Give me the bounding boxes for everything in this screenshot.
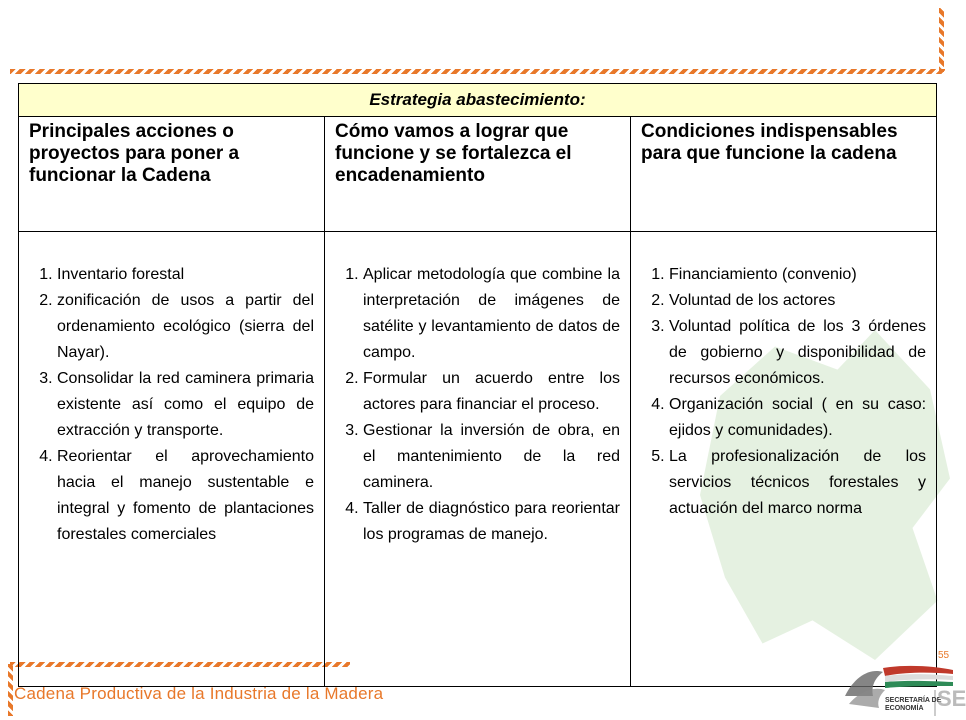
list-item: 4. Organización social ( en su caso: ejidos y comunidades). <box>669 392 926 444</box>
table-title: Estrategia abastecimiento: <box>19 84 937 117</box>
actions-list <box>27 262 314 548</box>
column-header-conditions: Condiciones indispensables para que funcione la cadena <box>631 117 937 232</box>
list-item: 1. Financiamiento (convenio) <box>669 262 926 288</box>
top-right-dashed-line <box>939 8 944 72</box>
how-cell <box>325 232 631 687</box>
list-item: 3. Consolidar la red caminera primaria existente así como el equipo de extracción y transporte. <box>57 366 314 444</box>
conditions-list <box>639 262 926 522</box>
how-list <box>333 262 620 548</box>
list-item: 1. Inventario forestal <box>57 262 314 288</box>
list-item: 5. La profesionalización de los servicios técnicos forestales y actuación del marco norma <box>669 444 926 522</box>
list-item: 2. Voluntad de los actores <box>669 288 926 314</box>
column-header-actions: Principales acciones o proyectos para poner a funcionar la Cadena <box>19 117 325 232</box>
column-header-how: Cómo vamos a lograr que funcione y se fortalezca el encadenamiento <box>325 117 631 232</box>
top-dashed-line <box>10 69 945 74</box>
list-item: 1. Aplicar metodología que combine la interpretación de imágenes de satélite y levantamiento de datos de campo. <box>363 262 620 366</box>
list-item: 2. Formular un acuerdo entre los actores para financiar el proceso. <box>363 366 620 418</box>
list-item: 4. Reorientar el aprovechamiento hacia el manejo sustentable e integral y fomento de plantaciones forestales comerciales <box>57 444 314 548</box>
footer-title: Cadena Productiva de la Industria de la Madera <box>14 684 384 703</box>
bottom-left-dashed-line <box>8 664 13 716</box>
logo-mark: SE <box>937 686 966 711</box>
logo-text: SECRETARÍA DE ECONOMÍA <box>885 697 942 712</box>
conditions-cell <box>631 232 937 687</box>
list-item: 3. Voluntad política de los 3 órdenes de gobierno y disponibilidad de recursos económicos. <box>669 314 926 392</box>
list-item: 3. Gestionar la inversión de obra, en el mantenimiento de la red caminera. <box>363 418 620 496</box>
page-number: 55 <box>938 650 950 661</box>
list-item: 4. Taller de diagnóstico para reorientar los programas de manejo. <box>363 496 620 548</box>
list-item: 2. zonificación de usos a partir del ordenamiento ecológico (sierra del Nayar). <box>57 288 314 366</box>
strategy-table <box>18 83 937 687</box>
actions-cell <box>19 232 325 687</box>
